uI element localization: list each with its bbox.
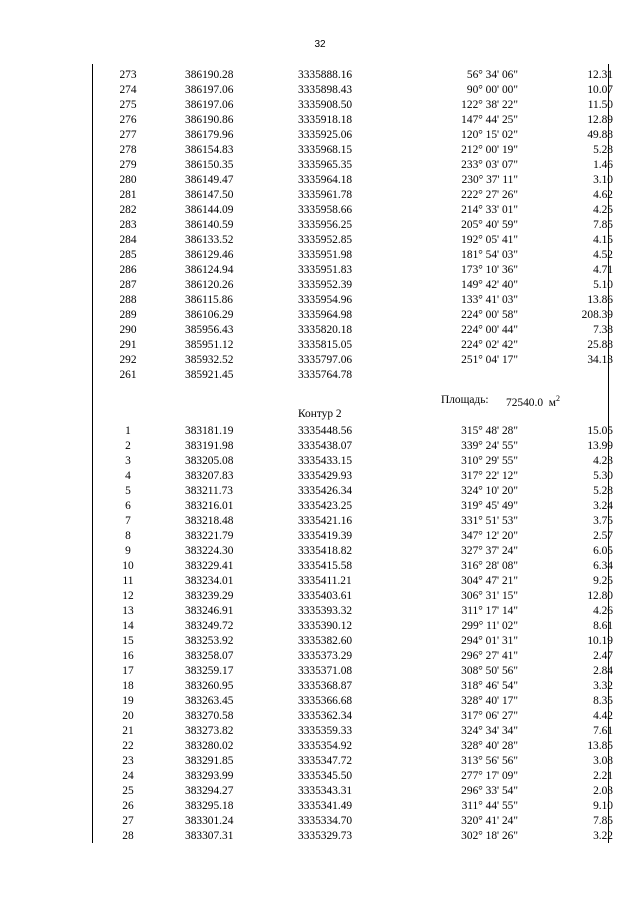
cell-x: 386197.06 [185,84,234,96]
table-row [93,98,613,113]
cell-angle: 310° 29' 55" [461,455,518,467]
table-row [93,113,613,128]
table-row [93,739,613,754]
area-value [506,394,560,409]
table-row [93,574,613,589]
cell-dist: 5.28 [593,144,613,156]
cell-x: 385921.45 [185,369,234,381]
cell-y: 3335956.25 [298,219,353,231]
cell-angle: 212° 00' 19" [461,144,518,156]
cell-point: 14 [122,620,134,632]
cell-dist: 7.38 [593,324,613,336]
cell-dist: 25.88 [587,339,613,351]
cell-dist: 3.75 [593,515,613,527]
cell-y: 3335426.34 [298,485,353,497]
cell-dist: 12.80 [587,590,613,602]
cell-x: 383259.17 [185,665,234,677]
cell-x: 383221.79 [185,530,234,542]
cell-y: 3335366.68 [298,695,353,707]
cell-dist: 9.25 [593,575,613,587]
cell-dist: 2.47 [593,650,613,662]
cell-angle: 233° 03' 07" [461,159,518,171]
cell-y: 3335898.43 [298,84,353,96]
cell-angle: 318° 46' 54" [461,680,518,692]
table-row [93,679,613,694]
cell-angle: 319° 45' 49" [461,500,518,512]
cell-angle: 294° 01' 31" [461,635,518,647]
cell-x: 383301.24 [185,815,234,827]
cell-y: 3335925.06 [298,129,353,141]
cell-angle: 296° 27' 41" [461,650,518,662]
cell-dist: 3.24 [593,500,613,512]
cell-point: 288 [119,294,137,306]
cell-x: 386190.86 [185,114,234,126]
cell-dist: 2.21 [593,770,613,782]
cell-point: 27 [122,815,134,827]
table-row [93,439,613,454]
cell-dist: 3.10 [593,174,613,186]
cell-y: 3335952.85 [298,234,353,246]
cell-y: 3335362.34 [298,710,353,722]
cell-y: 3335797.06 [298,354,353,366]
cell-x: 383239.29 [185,590,234,602]
cell-dist: 10.19 [587,635,613,647]
cell-y: 3335359.33 [298,725,353,737]
cell-y: 3335961.78 [298,189,353,201]
table-row [93,544,613,559]
cell-y: 3335418.82 [298,545,353,557]
table-row [93,484,613,499]
cell-angle: 347° 12' 20" [461,530,518,542]
cell-dist: 8.35 [593,695,613,707]
contour-title: Контур 2 [298,408,342,420]
cell-dist: 11.50 [587,99,613,111]
cell-point: 5 [125,485,131,497]
cell-dist: 3.22 [593,830,613,842]
cell-dist: 6.05 [593,545,613,557]
cell-angle: 324° 10' 20" [461,485,518,497]
cell-angle: 192° 05' 41" [461,234,518,246]
cell-angle: 222° 27' 26" [461,189,518,201]
cell-dist: 13.85 [587,740,613,752]
cell-x: 386179.96 [185,129,234,141]
table-row [93,68,613,83]
cell-point: 8 [125,530,131,542]
cell-point: 9 [125,545,131,557]
cell-y: 3335334.70 [298,815,353,827]
table-row [93,814,613,829]
cell-y: 3335368.87 [298,680,353,692]
cell-point: 287 [119,279,137,291]
cell-y: 3335438.07 [298,440,353,452]
cell-x: 383280.02 [185,740,234,752]
cell-angle: 251° 04' 17" [461,354,518,366]
cell-point: 290 [119,324,137,336]
cell-dist: 5.30 [593,470,613,482]
cell-x: 383253.92 [185,635,234,647]
cell-angle: 56° 34' 06" [466,69,518,81]
cell-angle: 205° 40' 59" [461,219,518,231]
cell-x: 383273.82 [185,725,234,737]
cell-angle: 299° 11' 02" [461,620,518,632]
cell-dist: 4.23 [593,455,613,467]
cell-angle: 313° 56' 56" [461,755,518,767]
cell-angle: 331° 51' 53" [461,515,518,527]
cell-angle: 296° 33' 54" [461,785,518,797]
cell-y: 3335888.16 [298,69,353,81]
cell-point: 2 [125,440,131,452]
table-row [93,128,613,143]
cell-y: 3335419.39 [298,530,353,542]
table-row [93,83,613,98]
table-row [93,353,613,368]
cell-y: 3335951.98 [298,249,353,261]
table-row [93,769,613,784]
cell-x: 386144.09 [185,204,234,216]
cell-point: 20 [122,710,134,722]
cell-x: 386150.35 [185,159,234,171]
table-row [93,338,613,353]
cell-point: 279 [119,159,137,171]
cell-dist: 10.07 [587,84,613,96]
cell-x: 386129.46 [185,249,234,261]
table-row [93,784,613,799]
cell-x: 386115.86 [185,294,233,306]
cell-angle: 317° 06' 27" [461,710,518,722]
table-row [93,248,613,263]
cell-y: 3335415.58 [298,560,353,572]
cell-point: 276 [119,114,137,126]
table-row [93,263,613,278]
cell-dist: 4.71 [593,264,613,276]
cell-y: 3335952.39 [298,279,353,291]
cell-x: 383216.01 [185,500,234,512]
cell-point: 291 [119,339,137,351]
cell-x: 386147.50 [185,189,234,201]
cell-x: 386133.52 [185,234,234,246]
cell-y: 3335918.18 [298,114,353,126]
area-number: 72540.0 [506,396,544,409]
cell-point: 13 [122,605,134,617]
table-row [93,158,613,173]
cell-dist: 4.26 [593,605,613,617]
cell-x: 383307.31 [185,830,234,842]
cell-y: 3335958.66 [298,204,353,216]
cell-dist: 49.88 [587,129,613,141]
cell-dist: 15.05 [587,425,613,437]
cell-dist: 2.57 [593,530,613,542]
table-row [93,454,613,469]
cell-dist: 3.32 [593,680,613,692]
cell-point: 275 [119,99,137,111]
cell-point: 274 [119,84,137,96]
cell-angle: 328° 40' 17" [461,695,518,707]
area-label: Площадь: [441,394,489,406]
cell-point: 278 [119,144,137,156]
cell-point: 283 [119,219,137,231]
table-row [93,664,613,679]
table-row [93,308,613,323]
cell-y: 3335429.93 [298,470,353,482]
cell-dist: 208.39 [581,309,613,321]
area-unit: $м^2$ [548,394,560,409]
cell-angle: 277° 17' 09" [461,770,518,782]
cell-dist: 13.99 [587,440,613,452]
cell-angle: 315° 48' 28" [461,425,518,437]
cell-angle: 214° 33' 01" [461,204,518,216]
cell-point: 11 [122,575,134,587]
cell-dist: 8.61 [593,620,613,632]
cell-y: 3335964.98 [298,309,353,321]
cell-point: 28 [122,830,134,842]
cell-y: 3335954.96 [298,294,353,306]
cell-point: 273 [119,69,137,81]
cell-dist: 4.15 [593,234,613,246]
table-row [93,634,613,649]
cell-dist: 6.34 [593,560,613,572]
cell-angle: 311° 44' 55" [461,800,518,812]
cell-x: 383294.27 [185,785,234,797]
cell-dist: 3.08 [593,755,613,767]
cell-point: 10 [122,560,134,572]
cell-point: 284 [119,234,137,246]
cell-x: 385951.12 [185,339,234,351]
cell-angle: 173° 10' 36" [461,264,518,276]
cell-y: 3335764.78 [298,369,353,381]
table-row [93,188,613,203]
cell-angle: 328° 40' 28" [461,740,518,752]
table-row [93,368,608,383]
cell-x: 383181.19 [185,425,234,437]
cell-angle: 320° 41' 24" [461,815,518,827]
cell-point: 282 [119,204,137,216]
cell-x: 386197.06 [185,99,234,111]
cell-angle: 120° 15' 02" [461,129,518,141]
table-row [93,469,613,484]
table-row [93,514,613,529]
cell-point: 281 [119,189,137,201]
cell-dist: 7.85 [593,219,613,231]
cell-x: 383207.83 [185,470,234,482]
cell-dist: 4.25 [593,204,613,216]
cell-y: 3335393.32 [298,605,353,617]
cell-x: 383258.07 [185,650,234,662]
cell-y: 3335965.35 [298,159,353,171]
cell-y: 3335345.50 [298,770,353,782]
cell-x: 383211.73 [185,485,233,497]
table-row [93,293,613,308]
cell-point: 18 [122,680,134,692]
cell-y: 3335433.15 [298,455,353,467]
cell-point: 292 [119,354,137,366]
cell-dist: 12.89 [587,114,613,126]
table-row [93,424,613,439]
cell-y: 3335347.72 [298,755,353,767]
cell-x: 383234.01 [185,575,234,587]
cell-angle: 306° 31' 15" [461,590,518,602]
cell-y: 3335343.31 [298,785,353,797]
cell-x: 383291.85 [185,755,234,767]
page-number: 32 [314,39,326,50]
table-row [93,754,613,769]
table-row [93,173,613,188]
cell-point: 4 [125,470,131,482]
cell-x: 383293.99 [185,770,234,782]
cell-y: 3335968.15 [298,144,353,156]
table-row [93,589,613,604]
cell-x: 386190.28 [185,69,234,81]
cell-angle: 304° 47' 21" [461,575,518,587]
cell-point: 285 [119,249,137,261]
cell-dist: 1.46 [593,159,613,171]
cell-angle: 327° 37' 24" [461,545,518,557]
table-row [93,323,613,338]
cell-y: 3335951.83 [298,264,353,276]
cell-y: 3335382.60 [298,635,353,647]
cell-point: 24 [122,770,134,782]
cell-dist: 4.52 [593,249,613,261]
cell-y: 3335421.16 [298,515,353,527]
cell-x: 386154.83 [185,144,234,156]
cell-x: 383229.41 [185,560,234,572]
cell-angle: 311° 17' 14" [461,605,518,617]
cell-dist: 4.62 [593,189,613,201]
cell-point: 12 [122,590,134,602]
cell-dist: 7.85 [593,815,613,827]
cell-x: 383263.45 [185,695,234,707]
cell-point: 3 [125,455,131,467]
cell-angle: 133° 41' 03" [461,294,518,306]
cell-angle: 149° 42' 40" [461,279,518,291]
table-row [93,799,613,814]
cell-x: 385956.43 [185,324,234,336]
cell-y: 3335354.92 [298,740,353,752]
cell-dist: 5.28 [593,485,613,497]
cell-dist: 9.10 [593,800,613,812]
table-row [93,619,613,634]
cell-point: 23 [122,755,134,767]
cell-dist: 2.03 [593,785,613,797]
cell-dist: 7.61 [593,725,613,737]
cell-y: 3335371.08 [298,665,353,677]
cell-y: 3335341.49 [298,800,353,812]
cell-point: 16 [122,650,134,662]
cell-dist: 4.42 [593,710,613,722]
cell-angle: 308° 50' 56" [461,665,518,677]
table-row [93,233,613,248]
cell-y: 3335390.12 [298,620,353,632]
cell-y: 3335403.61 [298,590,353,602]
table-row [93,724,613,739]
cell-point: 15 [122,635,134,647]
table-row [93,143,613,158]
cell-x: 383295.18 [185,800,234,812]
cell-point: 26 [122,800,134,812]
table-row [93,694,613,709]
cell-angle: 90° 00' 00" [466,84,518,96]
cell-x: 385932.52 [185,354,234,366]
table-row [93,604,613,619]
cell-y: 3335815.05 [298,339,353,351]
table-row [93,529,613,544]
table-row [93,203,613,218]
cell-dist: 5.10 [593,279,613,291]
cell-angle: 224° 00' 58" [461,309,518,321]
cell-point: 286 [119,264,137,276]
cell-angle: 181° 54' 03" [461,249,518,261]
cell-dist: 12.31 [587,69,613,81]
cell-point: 22 [122,740,134,752]
table-row [93,829,613,844]
cell-dist: 2.84 [593,665,613,677]
cell-angle: 339° 24' 55" [461,440,518,452]
cell-angle: 317° 22' 12" [461,470,518,482]
cell-angle: 302° 18' 26" [461,830,518,842]
cell-x: 386120.26 [185,279,234,291]
cell-angle: 147° 44' 25" [461,114,518,126]
cell-angle: 230° 37' 11" [461,174,518,186]
cell-x: 383270.58 [185,710,234,722]
cell-point: 280 [119,174,137,186]
cell-y: 3335373.29 [298,650,353,662]
cell-angle: 224° 02' 42" [461,339,518,351]
cell-point: 289 [119,309,137,321]
cell-angle: 122° 38' 22" [461,99,518,111]
cell-x: 383249.72 [185,620,234,632]
cell-x: 383218.48 [185,515,234,527]
table-row [93,649,613,664]
cell-angle: 316° 28' 08" [461,560,518,572]
cell-y: 3335820.18 [298,324,353,336]
cell-dist: 13.86 [587,294,613,306]
cell-angle: 324° 34' 34" [461,725,518,737]
table-row [93,709,613,724]
cell-y: 3335423.25 [298,500,353,512]
cell-x: 386124.94 [185,264,234,276]
cell-point: 1 [125,425,131,437]
cell-point: 277 [119,129,137,141]
table-row [93,278,613,293]
cell-point: 25 [122,785,134,797]
cell-y: 3335964.18 [298,174,353,186]
cell-x: 386149.47 [185,174,234,186]
cell-x: 383224.30 [185,545,234,557]
cell-point: 19 [122,695,134,707]
cell-angle: 224° 00' 44" [461,324,518,336]
cell-y: 3335448.56 [298,425,353,437]
table-row [93,218,613,233]
cell-y: 3335329.73 [298,830,353,842]
cell-point: 7 [125,515,131,527]
cell-x: 383246.91 [185,605,234,617]
cell-point: 17 [122,665,134,677]
table-row [93,499,613,514]
cell-x: 386106.29 [185,309,234,321]
cell-dist: 34.13 [587,354,613,366]
cell-point: 21 [122,725,134,737]
cell-x: 383191.98 [185,440,234,452]
cell-x: 383260.95 [185,680,234,692]
cell-x: 386140.59 [185,219,234,231]
cell-point: 6 [125,500,131,512]
cell-y: 3335411.21 [298,575,352,587]
coordinates-table [92,64,613,843]
cell-y: 3335908.50 [298,99,353,111]
cell-x: 383205.08 [185,455,234,467]
cell-point: 261 [119,369,137,381]
table-row [93,559,613,574]
